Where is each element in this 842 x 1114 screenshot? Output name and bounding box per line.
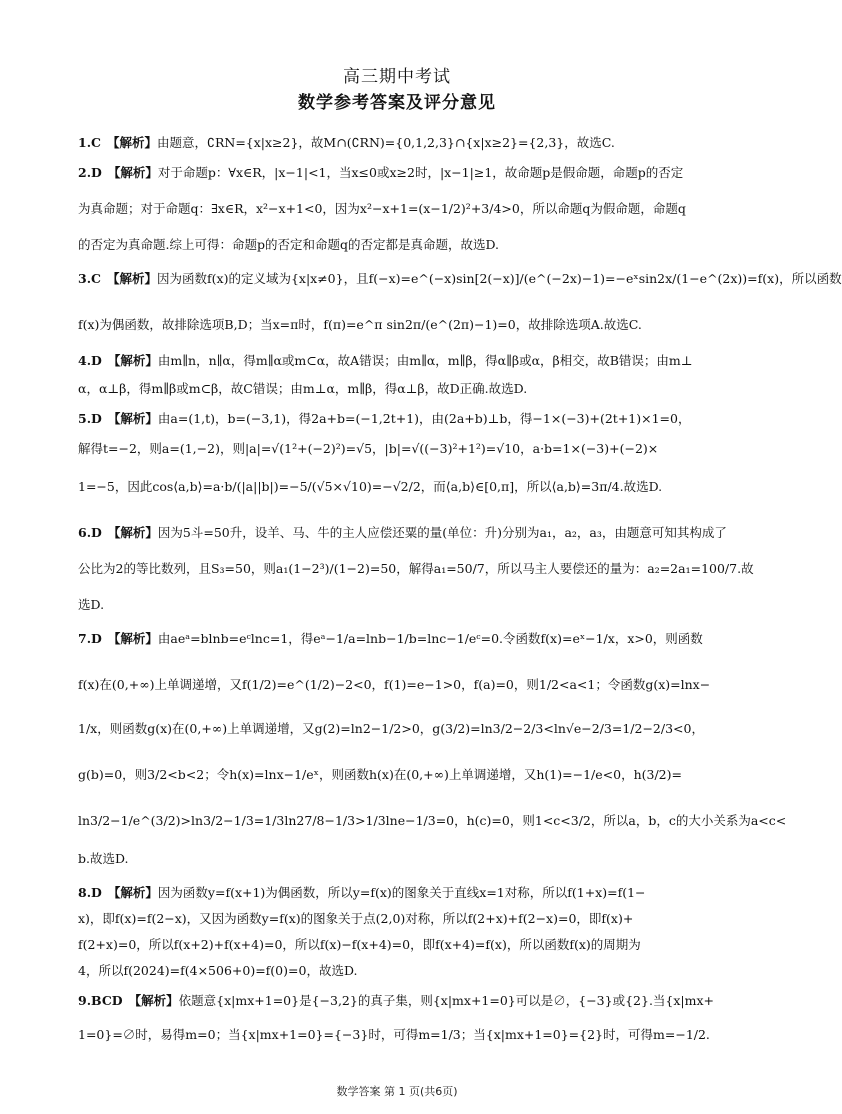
page-title: 高三期中考试 [343, 67, 451, 87]
text-line [78, 410, 728, 428]
analysis-tag: 【解析】 [107, 165, 158, 180]
line-text: x)，即f(x)=f(2−x)，又因为函数y=f(x)的图象关于点(2,0)对称，所以f(2+x)+f(2−x)=0，即f(x)+ [78, 911, 634, 926]
line-text: 由aeᵃ=blnb=eᶜlnc=1，得eᵃ−1/a=lnb−1/b=lnc−1/eᶜ=0.令函数f(x)=eˣ−1/x，x>0，则函数 [157, 631, 703, 646]
question-number: 3.C [78, 271, 101, 286]
analysis-tag: 【解析】 [107, 135, 158, 150]
line-text: 1/x，则函数g(x)在(0,+∞)上单调递增，又g(2)=ln2−1/2>0，g(3/2)=ln3/2−2/3<ln√e−2/3=1/2−2/3<0， [78, 721, 704, 736]
text-line [78, 910, 728, 928]
text-line [78, 1026, 728, 1044]
line-text: f(x)为偶函数，故排除选项B,D；当x=π时，f(π)=e^π sin2π/(e^(2π)−1)=0，故排除选项A.故选C. [78, 317, 642, 332]
line-text: 因为5斗=50升，设羊、马、牛的主人应偿还粟的量(单位：升)分别为a₁，a₂，a₃，由题意可知其构成了 [157, 525, 727, 540]
text-line [78, 380, 728, 398]
line-text: 的否定为真命题.综上可得：命题p的否定和命题q的否定都是真命题，故选D. [78, 237, 500, 252]
analysis-tag: 【解析】 [107, 411, 158, 426]
analysis-tag: 【解析】 [107, 885, 158, 900]
text-line [78, 316, 728, 334]
analysis-tag: 【解析】 [128, 993, 179, 1008]
text-line [78, 164, 728, 182]
analysis-tag: 【解析】 [107, 525, 158, 540]
text-line [78, 766, 728, 784]
line-text: ln3/2−1/e^(3/2)>ln3/2−1/3=1/3ln27/8−1/3>1/3lne−1/3=0，h(c)=0，则1<c<3/2，所以a，b，c的大小关系为a<c< [78, 813, 787, 828]
text-line [78, 560, 754, 578]
text-line [78, 992, 728, 1010]
text-line [78, 720, 728, 738]
text-line [78, 352, 728, 370]
text-line [78, 440, 728, 458]
line-text: 由m∥n，n∥α，得m∥α或m⊂α，故A错误；由m∥α，m∥β，得α∥β或α，β相交，故B错误；由m⊥ [157, 353, 693, 368]
text-line [78, 270, 842, 288]
line-text: 解得t=−2，则a=(1,−2)，则|a|=√(1²+(−2)²)=√5，|b|=√((−3)²+1²)=√10，a·b=1×(−3)+(−2)× [78, 441, 659, 456]
text-line [78, 630, 728, 648]
line-text: 1=−5，因此cos⟨a,b⟩=a·b/(|a||b|)=−5/(√5×√10)=−√2/2，而⟨a,b⟩∈[0,π]，所以⟨a,b⟩=3π/4.故选D. [78, 479, 663, 494]
line-text: f(2+x)=0，所以f(x+2)+f(x+4)=0，所以f(x)−f(x+4)=0，即f(x+4)=f(x)，所以函数f(x)的周期为 [78, 937, 641, 952]
page-subtitle: 数学参考答案及评分意见 [298, 93, 496, 113]
question-number: 6.D [78, 525, 102, 540]
question-number: 8.D [78, 885, 102, 900]
question-number: 9.BCD [78, 993, 123, 1008]
text-line [78, 236, 728, 254]
line-text: b.故选D. [78, 851, 129, 866]
line-text: 依题意{x|mx+1=0}是{−3,2}的真子集，则{x|mx+1=0}可以是∅，{−3}或{2}.当{x|mx+ [178, 993, 715, 1008]
text-line [78, 936, 728, 954]
text-line [78, 884, 728, 902]
question-number: 1.C [78, 135, 101, 150]
text-line [78, 478, 728, 496]
line-text: α，α⊥β，得m∥β或m⊂β，故C错误；由m⊥α，m∥β，得α⊥β，故D正确.故选D. [78, 381, 528, 396]
line-text: 因为函数y=f(x+1)为偶函数，所以y=f(x)的图象关于直线x=1对称，所以f(1+x)=f(1− [157, 885, 646, 900]
line-text: 由题意，∁RN={x|x≥2}，故M∩(∁RN)={0,1,2,3}∩{x|x≥2}={2,3}，故选C. [157, 135, 615, 150]
question-number: 2.D [78, 165, 102, 180]
line-text: 1=0}=∅时，易得m=0；当{x|mx+1=0}={−3}时，可得m=1/3；当{x|mx+1=0}={2}时，可得m=−1/2. [78, 1027, 710, 1042]
text-line [78, 524, 728, 542]
line-text: g(b)=0，则3/2<b<2；令h(x)=lnx−1/eˣ，则函数h(x)在(0,+∞)上单调递增，又h(1)=−1/e<0，h(3/2)= [78, 767, 682, 782]
line-text: 对于命题p：∀x∈R，|x−1|<1，当x≤0或x≥2时，|x−1|≥1，故命题p是假命题，命题p的否定 [157, 165, 684, 180]
line-text: f(x)在(0,+∞)上单调递增，又f(1/2)=e^(1/2)−2<0，f(1)=e−1>0，f(a)=0，则1/2<a<1；令函数g(x)=lnx− [78, 677, 711, 692]
line-text: 为真命题；对于命题q：∃x∈R，x²−x+1<0，因为x²−x+1=(x−1/2)²+3/4>0，所以命题q为假命题，命题q [78, 201, 686, 216]
line-text: 因为函数f(x)的定义域为{x|x≠0}，且f(−x)=e^(−x)sin[2(−x)]/(e^(−2x)−1)=−eˣsin2x/(1−e^(2x))=f(x)，所以函数 [157, 271, 842, 286]
analysis-tag: 【解析】 [107, 271, 158, 286]
question-number: 5.D [78, 411, 102, 426]
text-line [78, 200, 728, 218]
analysis-tag: 【解析】 [107, 353, 158, 368]
page-footer: 数学答案 第 1 页(共6页) [336, 1085, 458, 1098]
line-text: 选D. [78, 597, 105, 612]
analysis-tag: 【解析】 [107, 631, 158, 646]
text-line [78, 134, 728, 152]
line-text: 4，所以f(2024)=f(4×506+0)=f(0)=0，故选D. [78, 963, 358, 978]
line-text: 公比为2的等比数列，且S₃=50，则a₁(1−2³)/(1−2)=50，解得a₁=50/7，所以马主人要偿还的量为：a₂=2a₁=100/7.故 [78, 561, 754, 576]
question-number: 4.D [78, 353, 102, 368]
text-line [78, 962, 728, 980]
text-line [78, 812, 787, 830]
text-line [78, 850, 728, 868]
line-text: 由a=(1,t)，b=(−3,1)，得2a+b=(−1,2t+1)，由(2a+b)⊥b，得−1×(−3)+(2t+1)×1=0， [157, 411, 691, 426]
text-line [78, 596, 728, 614]
question-number: 7.D [78, 631, 102, 646]
text-line [78, 676, 728, 694]
